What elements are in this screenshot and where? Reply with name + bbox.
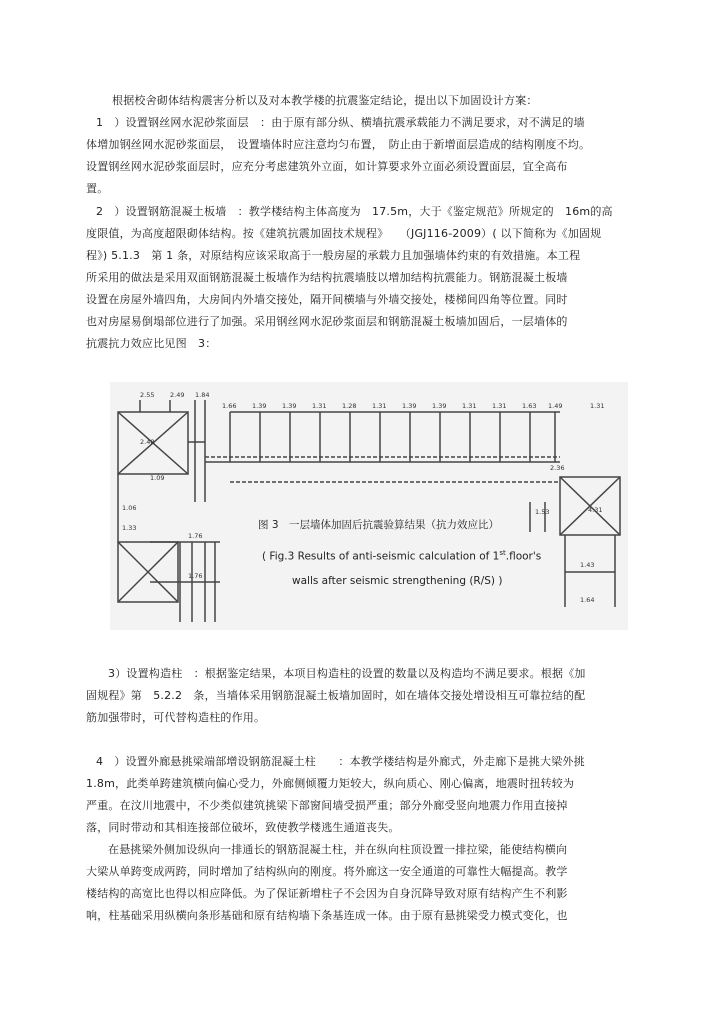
ratio-label: 1.53 bbox=[535, 508, 550, 516]
text-line: 1 ）设置钢丝网水泥砂浆面层 ：由于原有部分纵、横墙抗震承载能力不满足要求，对不满足的墙 bbox=[96, 116, 585, 129]
ratio-label: 1.28 bbox=[342, 402, 357, 410]
text-line: 筋加强带时，可代替构造柱的作用。 bbox=[86, 711, 266, 724]
text-line: 大梁从单跨变成两跨，同时增加了结构纵向的刚度。将外廊这一安全通道的可靠性大幅提高。教学 bbox=[86, 865, 568, 878]
text-line: 严重。在汶川地震中，不少类似建筑挑梁下部窗间墙受损严重；部分外廊受竖向地震力作用直接掉 bbox=[86, 799, 568, 812]
ratio-label: 1.39 bbox=[252, 402, 267, 410]
floor-plan-figure bbox=[110, 382, 628, 630]
ratio-label: 1.31 bbox=[492, 402, 507, 410]
figure-caption-en-sup: st bbox=[499, 549, 506, 557]
ratio-label: 2.55 bbox=[140, 391, 155, 399]
ratio-label: 1.31 bbox=[462, 402, 477, 410]
ratio-label: 4.31 bbox=[588, 506, 603, 514]
text-line: 固规程》第 5.2.2 条，当墙体采用钢筋混凝土板墙加固时，如在墙体交接处增设相互可靠拉结的配 bbox=[86, 689, 586, 702]
ratio-label: 1.31 bbox=[590, 402, 605, 410]
text-line: 设置钢丝网水泥砂浆面层时，应充分考虑建筑外立面，如计算要求外立面必须设置面层，宜全高布 bbox=[86, 160, 568, 173]
ratio-label: 2.48 bbox=[140, 438, 155, 446]
text-line: 所采用的做法是采用双面钢筋混凝土板墙作为结构抗震墙肢以增加结构抗震能力。钢筋混凝土板墙 bbox=[86, 271, 568, 284]
ratio-label: 2.36 bbox=[550, 464, 565, 472]
ratio-label: 1.76 bbox=[188, 572, 203, 580]
text-line: 也对房屋易倒塌部位进行了加强。采用钢丝网水泥砂浆面层和钢筋混凝土板墙加固后，一层墙体的 bbox=[86, 315, 568, 328]
text-line: 落，同时带动和其相连接部位破坏，致使教学楼逃生通道丧失。 bbox=[86, 821, 400, 834]
text-line: 1.8m，此类单跨建筑横向偏心受力，外廊侧倾覆力矩较大，纵向质心、刚心偏离，地震时扭转较为 bbox=[86, 777, 575, 790]
ratio-label: 1.43 bbox=[580, 561, 595, 569]
ratio-label: 1.39 bbox=[402, 402, 417, 410]
ratio-label: 1.63 bbox=[522, 402, 537, 410]
ratio-label: 1.84 bbox=[195, 391, 210, 399]
ratio-label: 1.33 bbox=[122, 524, 137, 532]
ratio-label: 1.39 bbox=[282, 402, 297, 410]
ratio-label: 1.66 bbox=[222, 402, 237, 410]
figure-caption-cn: 图 3 一层墙体加固后抗震验算结果（抗力效应比） bbox=[258, 519, 500, 531]
text-line: 度限值，为高度超限砌体结构。按《建筑抗震加固技术规程》 （JGJ116-2009）( 以下简称为《加固规 bbox=[86, 227, 602, 240]
ratio-label: 1.31 bbox=[372, 402, 387, 410]
ratio-label: 1.06 bbox=[122, 504, 137, 512]
text-line: 体增加钢丝网水泥砂浆面层， 设置墙体时应注意均匀布置， 防止由于新增面层造成的结构刚度不均。 bbox=[86, 138, 591, 151]
floor-plan-drawing bbox=[110, 382, 628, 630]
text-line: 3）设置构造柱 ：根据鉴定结果，本项目构造柱的设置的数量以及构造均不满足要求。根据《加 bbox=[108, 667, 586, 680]
figure-caption-en bbox=[262, 546, 541, 564]
ratio-label: 1.39 bbox=[432, 402, 447, 410]
text-line: 置。 bbox=[86, 182, 109, 195]
figure-caption-en-part: .floor's bbox=[505, 550, 542, 563]
text-line: 响，柱基础采用纵横向条形基础和原有结构墙下条基连成一体。由于原有悬挑梁受力模式变化，也 bbox=[86, 909, 568, 922]
ratio-label: 2.49 bbox=[170, 391, 185, 399]
figure-caption-en-part: ( Fig.3 Results of anti-seismic calculation of 1 bbox=[262, 550, 500, 563]
text-line: 4 ）设置外廊悬挑梁端部增设钢筋混凝土柱 ：本教学楼结构是外廊式，外走廊下是挑大梁外挑 bbox=[96, 755, 585, 768]
ratio-label: 1.64 bbox=[580, 596, 595, 604]
text-line: 2 ）设置钢筋混凝土板墙 ：教学楼结构主体高度为 17.5m，大于《鉴定规范》所规定的 16m的高 bbox=[96, 205, 613, 218]
text-line: 在悬挑梁外侧加设纵向一排通长的钢筋混凝土柱，并在纵向柱顶设置一排拉梁，能使结构横向 bbox=[108, 843, 568, 856]
ratio-label: 1.49 bbox=[548, 402, 563, 410]
figure-caption-en-line2: walls after seismic strengthening (R/S) ) bbox=[292, 575, 503, 587]
ratio-label: 1.31 bbox=[312, 402, 327, 410]
ratio-label: 1.09 bbox=[150, 474, 165, 482]
text-line: 设置在房屋外墙四角，大房间内外墙交接处，隔开间横墙与外墙交接处，楼梯间四角等位置。同时 bbox=[86, 293, 568, 306]
text-line: 抗震抗力效应比见图 3： bbox=[86, 337, 217, 350]
text-line: 根据校舍砌体结构震害分析以及对本教学楼的抗震鉴定结论，提出以下加固设计方案： bbox=[112, 94, 538, 107]
ratio-label: 1.76 bbox=[188, 532, 203, 540]
text-line: 楼结构的高宽比也得以相应降低。为了保证新增柱子不会因为自身沉降导致对原有结构产生不利影 bbox=[86, 887, 568, 900]
text-line: 程》) 5.1.3 第 1 条，对原结构应该采取高于一般房屋的承载力且加强墙体约束的有效措施。本工程 bbox=[86, 249, 581, 262]
